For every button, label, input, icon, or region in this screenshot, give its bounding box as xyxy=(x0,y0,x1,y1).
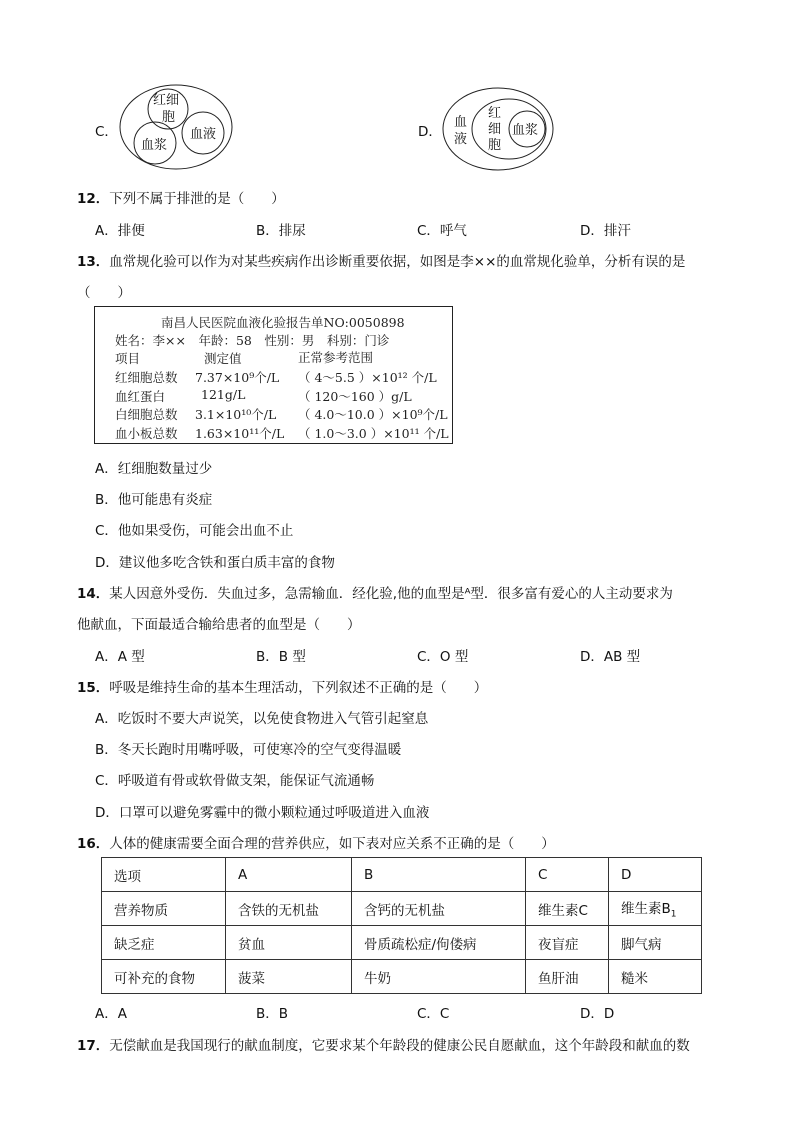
q13-option-b: B．他可能患有炎症 xyxy=(95,492,213,508)
q16-stem xyxy=(77,832,555,852)
q15-option-d: D．口罩可以避免雾霾中的微小颗粒通过呼吸道进入血液 xyxy=(95,805,430,821)
q16-number: 16． xyxy=(77,836,110,852)
q13-stem-line2: （ ） xyxy=(77,285,131,301)
report-header-value: 测定值 xyxy=(204,351,242,366)
q15-stem-text: 呼吸是维持生命的基本生理活动，下列叙述不正确的是（ ） xyxy=(109,680,488,696)
q14-option-b: B．B 型 xyxy=(256,649,306,665)
table-row xyxy=(102,926,702,960)
report-row-range: （ 4～5.5 ）×10¹² 个/L xyxy=(298,370,437,385)
table-cell: 含铁的无机盐 xyxy=(226,892,352,926)
blood-test-report xyxy=(94,306,453,444)
table-cell: 糙米 xyxy=(609,960,702,994)
q16-stem-text: 人体的健康需要全面合理的营养供应，如下表对应关系不正确的是（ ） xyxy=(109,836,555,852)
q14-option-c: C．O 型 xyxy=(417,649,469,665)
table-cell: 菠菜 xyxy=(226,960,352,994)
q11-d-rbc-label-2: 细 xyxy=(488,122,502,137)
q15-option-a: A．吃饭时不要大声说笑，以免使食物进入气管引起窒息 xyxy=(95,711,429,727)
report-row-range: （ 4.0～10.0 ）×10⁹个/L xyxy=(298,407,448,422)
q12-option-c: C．呼气 xyxy=(417,223,467,239)
report-row-value: 7.37×10⁹个/L xyxy=(195,370,280,385)
q14-number: 14． xyxy=(77,586,110,602)
q13-stem-line1 xyxy=(77,250,685,270)
q12-stem xyxy=(77,187,285,207)
q11-c-label: C． xyxy=(95,124,118,140)
table-row xyxy=(102,858,702,892)
report-header-item: 项目 xyxy=(115,351,141,366)
q17-number: 17． xyxy=(77,1038,110,1054)
table-cell: 夜盲症 xyxy=(526,926,609,960)
q12-option-a: A．排便 xyxy=(95,223,145,239)
q11-c-rbc-label-1: 红细 xyxy=(153,93,180,108)
report-row-item: 血红蛋白 xyxy=(115,389,166,404)
vitamin-b-subscript: 1 xyxy=(670,909,677,920)
table-cell: A xyxy=(226,858,352,892)
q14-stem-line2: 他献血，下面最适合输给患者的血型是（ ） xyxy=(77,617,361,633)
q15-option-b: B．冬天长跑时用嘴呼吸，可使寒冷的空气变得温暖 xyxy=(95,742,402,758)
table-cell: 可补充的食物 xyxy=(102,960,226,994)
q11-c-rbc-label-2: 胞 xyxy=(162,110,176,125)
q15-number: 15． xyxy=(77,680,110,696)
q11-d-blood-label-1: 血 xyxy=(454,115,468,130)
q14-option-a: A．A 型 xyxy=(95,649,145,665)
q11-d-blood-label-2: 液 xyxy=(454,132,468,147)
table-cell: 骨质疏松症/佝偻病 xyxy=(352,926,526,960)
table-cell: B xyxy=(352,858,526,892)
q14-stem-line1 xyxy=(77,582,673,602)
table-cell: 鱼肝油 xyxy=(526,960,609,994)
q12-option-b: B．排尿 xyxy=(256,223,306,239)
q15-stem xyxy=(77,676,487,696)
report-title: 南昌人民医院血液化验报告单NO:0050898 xyxy=(161,315,405,330)
report-header-range: 正常参考范围 xyxy=(298,350,374,365)
table-cell: 维生素C xyxy=(526,892,609,926)
q11-c-diagram xyxy=(118,82,236,172)
vitamin-b-label: 维生素B xyxy=(621,901,671,918)
q13-option-d: D．建议他多吃含铁和蛋白质丰富的食物 xyxy=(95,555,335,571)
table-cell: C xyxy=(526,858,609,892)
table-cell xyxy=(609,892,702,926)
q16-option-b: B．B xyxy=(256,1006,289,1022)
q14-stem-text: 某人因意外受伤．失血过多，急需输血．经化验,他的血型是ᴬ型．很多富有爱心的人主动要求为 xyxy=(109,586,673,602)
q13-stem-text: 血常规化验可以作为对某些疾病作出诊断重要依据，如图是李××的血常规化验单，分析有误的是 xyxy=(109,254,686,270)
q11-c-plasma-label: 血浆 xyxy=(141,138,168,153)
table-cell: 脚气病 xyxy=(609,926,702,960)
q13-option-a: A．红细胞数量过少 xyxy=(95,461,213,477)
table-cell: 牛奶 xyxy=(352,960,526,994)
report-row-range: （ 1.0～3.0 ）×10¹¹ 个/L xyxy=(298,426,449,441)
q16-option-d: D．D xyxy=(580,1006,615,1022)
q17-stem xyxy=(77,1034,690,1054)
report-row-value: 121g/L xyxy=(201,387,246,402)
q11-d-label: D． xyxy=(418,124,442,140)
q13-number: 13． xyxy=(77,254,110,270)
q16-option-a: A．A xyxy=(95,1006,127,1022)
table-cell: D xyxy=(609,858,702,892)
q11-d-rbc-label-3: 胞 xyxy=(488,138,502,153)
q12-option-d: D．排汗 xyxy=(580,223,631,239)
report-patient-info: 姓名：李×× 年龄：58 性别：男 科别：门诊 xyxy=(115,333,390,348)
q17-stem-text: 无偿献血是我国现行的献血制度，它要求某个年龄段的健康公民自愿献血，这个年龄段和献血的数 xyxy=(109,1038,690,1054)
q11-d-rbc-label-1: 红 xyxy=(488,106,502,121)
q11-d-diagram xyxy=(441,86,559,172)
table-cell: 贫血 xyxy=(226,926,352,960)
q11-c-blood-label: 血液 xyxy=(190,127,217,142)
q12-stem-text: 下列不属于排泄的是（ ） xyxy=(109,191,285,207)
nutrition-table xyxy=(101,857,702,994)
table-cell: 营养物质 xyxy=(102,892,226,926)
q14-option-d: D．AB 型 xyxy=(580,649,641,665)
table-cell: 含钙的无机盐 xyxy=(352,892,526,926)
report-row-value: 3.1×10¹⁰个/L xyxy=(195,407,277,422)
table-row xyxy=(102,892,702,926)
report-row-item: 血小板总数 xyxy=(115,426,178,441)
q12-number: 12． xyxy=(77,191,110,207)
report-row-range: （ 120～160 ）g/L xyxy=(298,389,412,404)
table-cell: 缺乏症 xyxy=(102,926,226,960)
q11-d-plasma-label: 血浆 xyxy=(512,123,539,138)
report-row-item: 白细胞总数 xyxy=(115,407,178,422)
table-cell: 选项 xyxy=(102,858,226,892)
report-row-value: 1.63×10¹¹个/L xyxy=(195,426,285,441)
table-row xyxy=(102,960,702,994)
q16-option-c: C．C xyxy=(417,1006,450,1022)
report-row-item: 红细胞总数 xyxy=(115,370,178,385)
q13-option-c: C．他如果受伤，可能会出血不止 xyxy=(95,523,294,539)
q15-option-c: C．呼吸道有骨或软骨做支架，能保证气流通畅 xyxy=(95,773,375,789)
